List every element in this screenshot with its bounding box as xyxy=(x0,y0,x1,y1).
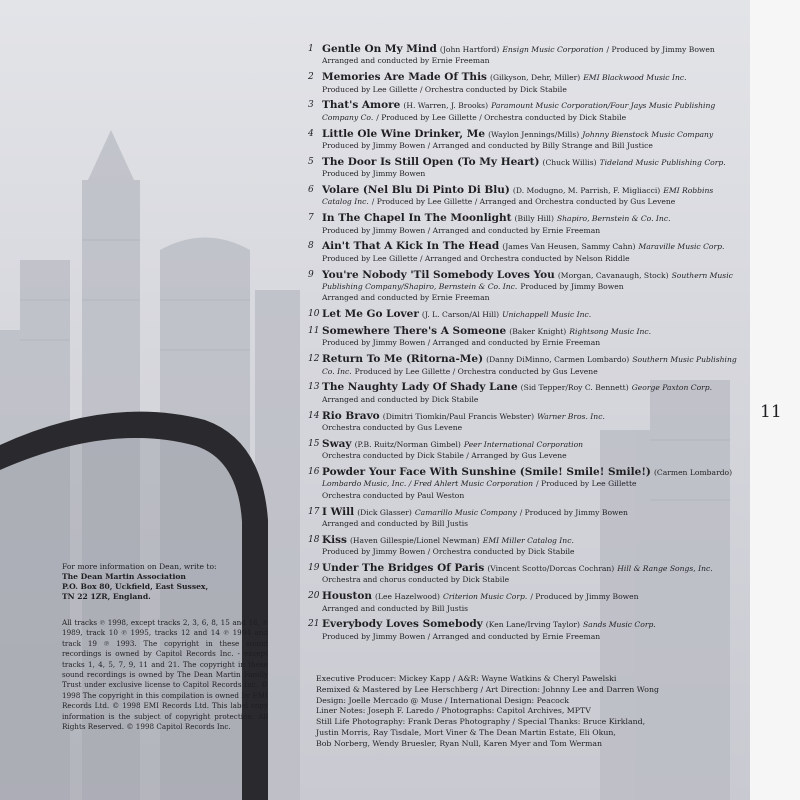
track-number: 18 xyxy=(308,534,320,545)
track-entry xyxy=(308,72,740,95)
track-publisher: Johnny Bienstock Music Company xyxy=(582,129,714,139)
track-publisher: Sands Music Corp. xyxy=(582,620,656,630)
track-details xyxy=(322,213,740,236)
track-details xyxy=(322,382,740,405)
track-details xyxy=(322,411,740,434)
track-number: 15 xyxy=(308,438,320,449)
track-number: 12 xyxy=(308,354,320,365)
track-title: Under The Bridges Of Paris xyxy=(322,562,485,575)
track-entry xyxy=(308,411,740,434)
track-entry xyxy=(308,439,740,462)
track-publisher: Camarillo Music Company xyxy=(414,507,517,517)
track-credit: Arranged and conducted by Dick Stabile xyxy=(322,394,479,404)
track-title: Let Me Go Lover xyxy=(322,308,419,321)
credit-line: Still Life Photography: Frank Deras Photography / Special Thanks: Bruce Kirkland, xyxy=(316,717,646,727)
track-details xyxy=(322,563,740,586)
track-entry xyxy=(308,326,740,349)
track-title: Return To Me (Ritorna-Me) xyxy=(322,353,484,366)
track-publisher: Peer International Corporation xyxy=(463,439,584,449)
track-details xyxy=(322,467,740,501)
credit-line: Liner Notes: Joseph F. Laredo / Photographs: Capitol Archives, MPTV xyxy=(316,706,591,716)
track-title: Rio Bravo xyxy=(322,409,380,422)
track-number: 10 xyxy=(308,309,320,320)
track-publisher: Lombardo Music, Inc. / Fred Ahlert Music Corporation xyxy=(322,479,533,489)
track-publisher: Criterion Music Corp. xyxy=(442,592,528,602)
contact-info xyxy=(62,562,262,602)
track-entry xyxy=(308,507,740,530)
track-number: 1 xyxy=(308,44,314,54)
track-entry xyxy=(308,382,740,405)
track-title: The Naughty Lady Of Shady Lane xyxy=(322,381,518,394)
track-title: Powder Your Face With Sunshine (Smile! Smile! Smile!) xyxy=(322,466,651,479)
track-credit-inline: Produced by Jimmy Bowen xyxy=(322,169,426,179)
track-details xyxy=(322,507,740,530)
track-number: 20 xyxy=(308,591,320,602)
track-title: Houston xyxy=(322,590,372,603)
track-details xyxy=(322,309,740,320)
track-title: You're Nobody 'Til Somebody Loves You xyxy=(322,268,555,281)
track-entry xyxy=(308,185,740,208)
track-publisher: Rightsong Music Inc. xyxy=(569,327,652,337)
track-writers: (Morgan, Cavanaugh, Stock) xyxy=(557,270,669,280)
track-credit-inline: Produced by Jimmy Bowen xyxy=(520,282,624,292)
track-publisher: Paramount Music Corporation/Four Jays Music Publishing Company Co. xyxy=(322,101,716,122)
track-publisher: EMI Blackwood Music Inc. xyxy=(583,73,687,83)
track-number: 4 xyxy=(308,128,314,139)
track-details xyxy=(322,44,740,67)
contact-intro: For more information on Dean, write to: xyxy=(62,562,217,571)
track-credit: Arranged and conducted by Bill Justis xyxy=(322,519,469,529)
track-details xyxy=(322,185,740,208)
track-details xyxy=(322,591,740,614)
track-credit-inline: / Produced by Jimmy Bowen xyxy=(519,507,628,517)
track-title: Volare (Nel Blu Di Pinto Di Blu) xyxy=(322,184,510,197)
track-title: That's Amore xyxy=(322,99,401,112)
track-entry xyxy=(308,619,740,642)
page-margin xyxy=(750,0,800,800)
track-publisher: Hill & Range Songs, Inc. xyxy=(617,564,713,574)
track-title: In The Chapel In The Moonlight xyxy=(322,212,512,225)
track-number: 13 xyxy=(308,382,320,393)
track-writers: (Danny DiMinno, Carmen Lombardo) xyxy=(486,355,630,365)
contact-address-line: P.O. Box 80, Uckfield, East Sussex, xyxy=(62,582,209,591)
credit-line: Design: Joelle Mercado @ Muse / International Design: Peacock xyxy=(316,695,569,705)
track-credit: Arranged and conducted by Ernie Freeman xyxy=(322,56,490,66)
track-number: 19 xyxy=(308,563,320,574)
track-number: 21 xyxy=(308,619,320,630)
track-writers: (D. Modugno, M. Parrish, F. Migliacci) xyxy=(512,186,661,196)
track-credit: Arranged and conducted by Bill Justis xyxy=(322,603,469,613)
track-number: 11 xyxy=(308,326,320,337)
track-details xyxy=(322,326,740,349)
track-writers: (John Hartford) xyxy=(439,45,500,54)
track-writers: (James Van Heusen, Sammy Cahn) xyxy=(502,242,636,252)
track-entry xyxy=(308,213,740,236)
track-title: Somewhere There's A Someone xyxy=(322,325,507,338)
track-entry xyxy=(308,563,740,586)
track-number: 2 xyxy=(308,72,314,83)
track-writers: (Baker Knight) xyxy=(509,327,567,337)
track-writers: (Sid Tepper/Roy C. Bennett) xyxy=(520,383,629,393)
track-details xyxy=(322,619,740,642)
track-writers: (Dimitri Tiomkin/Paul Francis Webster) xyxy=(382,411,535,421)
track-details xyxy=(322,270,740,304)
track-writers: (P.B. Ruitz/Norman Gimbel) xyxy=(354,439,461,449)
track-credit-inline: / Produced by Lee Gillette xyxy=(536,479,637,489)
track-credit-inline: / Produced by Lee Gillette / Orchestra conducted by Dick Stabile xyxy=(376,112,627,122)
track-title: Ain't That A Kick In The Head xyxy=(322,240,500,253)
track-publisher: Warner Bros. Inc. xyxy=(537,411,605,421)
track-writers: (Vincent Scotto/Dorcas Cochran) xyxy=(487,564,615,574)
credit-line: Executive Producer: Mickey Kapp / A&R: Wayne Watkins & Cheryl Pawelski xyxy=(316,674,617,683)
track-entry xyxy=(308,157,740,180)
track-publisher: Ensign Music Corporation xyxy=(502,45,604,54)
track-entry xyxy=(308,100,740,123)
track-entry xyxy=(308,44,740,67)
track-number: 6 xyxy=(308,185,314,196)
track-entry xyxy=(308,241,740,264)
production-credits xyxy=(316,674,746,750)
track-title: Sway xyxy=(322,437,352,450)
track-publisher: Southern Music Publishing Co. Inc. xyxy=(322,355,737,376)
track-writers: (Ken Lane/Irving Taylor) xyxy=(485,620,580,630)
track-publisher: Tideland Music Publishing Corp. xyxy=(599,157,726,167)
track-credit: Produced by Jimmy Bowen / Orchestra conducted by Dick Stabile xyxy=(322,547,575,557)
track-credit: Produced by Jimmy Bowen / Arranged and conducted by Billy Strange and Bill Justice xyxy=(322,141,653,151)
track-title: Gentle On My Mind xyxy=(322,43,437,55)
track-details xyxy=(322,241,740,264)
copyright-notice: All tracks ℗ 1998, except tracks 2, 3, 6, 8, 15 and 16, ℗ 1989, track 10 ℗ 1995, tracks 12 and 14 ℗ 1994 and track 19 ℗ 1993. The copyright in these sound recordings is owned by Capitol Records Inc. - except tracks 1, 4, 5, 7, 9, 11 and 21. The copyright in these sound recordings is owned by The Dean Martin Family Trust under exclusive license to Capitol Records Inc. © 1998 The copyright in this compilation is owned by EMI Records Ltd. © 1998 EMI Records Ltd. This label copy information is the subject of copyright protection. All Rights Reserved. © 1998 Capitol Records Inc. xyxy=(62,618,268,732)
credit-line: Justin Morris, Ray Tisdale, Mort Viner & The Dean Martin Estate, Eli Okun, xyxy=(316,727,616,737)
track-writers: (Haven Gillespie/Lionel Newman) xyxy=(349,535,480,545)
track-publisher: EMI Miller Catalog Inc. xyxy=(482,535,574,545)
page-number: 11 xyxy=(760,402,782,422)
track-title: Everybody Loves Somebody xyxy=(322,618,483,631)
track-details xyxy=(322,535,740,558)
track-writers: (J. L. Carson/Al Hill) xyxy=(421,310,500,320)
track-details xyxy=(322,439,740,462)
track-entry xyxy=(308,309,740,320)
track-number: 5 xyxy=(308,156,314,167)
track-credit: Produced by Lee Gillette / Arranged and Orchestra conducted by Nelson Riddle xyxy=(322,253,630,263)
track-number: 9 xyxy=(308,269,314,280)
track-writers: (Carmen Lombardo) xyxy=(653,468,733,478)
track-publisher: George Paxton Corp. xyxy=(631,383,713,393)
track-credit: Orchestra conducted by Gus Levene xyxy=(322,423,463,433)
track-writers: (H. Warren, J. Brooks) xyxy=(403,101,489,111)
track-credit: Orchestra conducted by Dick Stabile / Arranged by Gus Levene xyxy=(322,451,567,461)
track-credit-inline: / Produced by Lee Gillette / Arranged and Orchestra conducted by Gus Levene xyxy=(371,197,676,207)
credit-line: Remixed & Mastered by Lee Herschberg / Art Direction: Johnny Lee and Darren Wong xyxy=(316,684,659,694)
track-list xyxy=(308,44,740,648)
track-credit-inline: / Produced by Jimmy Bowen xyxy=(530,592,639,602)
track-entry xyxy=(308,467,740,501)
track-writers: (Waylon Jennings/Mills) xyxy=(488,129,580,139)
track-entry xyxy=(308,354,740,377)
track-title: Memories Are Made Of This xyxy=(322,71,487,84)
track-writers: (Gilkyson, Dehr, Miller) xyxy=(490,73,581,83)
track-number: 16 xyxy=(308,467,320,478)
track-entry xyxy=(308,535,740,558)
track-credit: Orchestra conducted by Paul Weston xyxy=(322,490,465,500)
track-publisher: Unichappell Music Inc. xyxy=(502,310,592,320)
track-title: Kiss xyxy=(322,533,347,546)
track-credit: Produced by Jimmy Bowen / Arranged and conducted by Ernie Freeman xyxy=(322,225,601,235)
track-details xyxy=(322,354,740,377)
track-details xyxy=(322,100,740,123)
track-number: 14 xyxy=(308,410,320,421)
track-publisher: Maraville Music Corp. xyxy=(638,242,725,252)
track-number: 3 xyxy=(308,100,314,111)
contact-address-line: TN 22 1ZR, England. xyxy=(62,592,151,601)
track-writers: (Billy Hill) xyxy=(514,214,554,224)
track-writers: (Lee Hazelwood) xyxy=(375,592,440,602)
track-title: Little Ole Wine Drinker, Me xyxy=(322,127,486,140)
track-title: The Door Is Still Open (To My Heart) xyxy=(322,155,540,168)
track-entry xyxy=(308,591,740,614)
track-number: 8 xyxy=(308,241,314,252)
track-number: 17 xyxy=(308,506,320,517)
track-details xyxy=(322,129,740,152)
track-credit-inline: / Produced by Jimmy Bowen xyxy=(606,45,715,54)
track-writers: (Dick Glasser) xyxy=(357,507,412,517)
track-number: 7 xyxy=(308,213,314,224)
track-details xyxy=(322,157,740,180)
track-title: I Will xyxy=(322,505,355,518)
track-credit: Arranged and conducted by Ernie Freeman xyxy=(322,293,490,303)
track-entry xyxy=(308,270,740,304)
track-details xyxy=(322,72,740,95)
credit-line: Bob Norberg, Wendy Bruesler, Ryan Null, Karen Myer and Tom Werman xyxy=(316,738,603,748)
track-credit: Produced by Jimmy Bowen / Arranged and conducted by Ernie Freeman xyxy=(322,631,601,641)
track-credit: Orchestra and chorus conducted by Dick Stabile xyxy=(322,575,510,585)
track-publisher: Southern Music Publishing Company/Shapiro, Bernstein & Co. Inc. xyxy=(322,270,733,292)
track-publisher: Shapiro, Bernstein & Co. Inc. xyxy=(556,214,671,224)
track-entry xyxy=(308,129,740,152)
track-credit: Produced by Lee Gillette / Orchestra conducted by Dick Stabile xyxy=(322,84,567,94)
track-publisher: EMI Robbins Catalog Inc. xyxy=(322,186,714,207)
contact-address-line: The Dean Martin Association xyxy=(62,572,186,581)
track-credit-inline: Produced by Lee Gillette / Orchestra conducted by Gus Levene xyxy=(354,366,598,376)
track-writers: (Chuck Willis) xyxy=(542,157,597,167)
track-credit: Produced by Jimmy Bowen / Arranged and conducted by Ernie Freeman xyxy=(322,338,601,348)
